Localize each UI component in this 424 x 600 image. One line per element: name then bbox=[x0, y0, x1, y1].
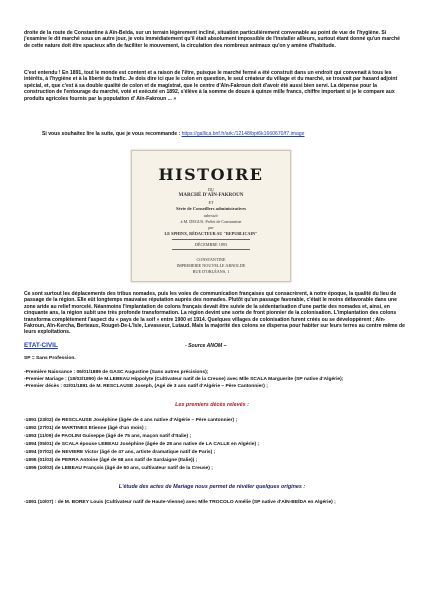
deces-item: -1895 (10/03) de LEBEAU François (âgé de 60 ans, cultivateur natif de la Creuse) ; bbox=[24, 466, 213, 471]
book-rule-2 bbox=[172, 249, 250, 250]
deces-item: -1891 (23/02) de RESCLAUSE Joséphine (âgée de 4 ans native d'Algérie – Père cantonnier) ; bbox=[24, 418, 238, 423]
book-line-12: RUE D'ORLÉANS, 1 bbox=[192, 269, 230, 274]
read-more-prefix: Si vous souhaitez lire la suite, que je vous recommande : bbox=[42, 131, 182, 137]
premiere-naissance: -Première Naissance : 06/01/1889 de GASC Augustine (Sans autres précisions); bbox=[24, 370, 209, 375]
book-line-3: ET bbox=[208, 200, 214, 205]
book-line-2: MARCHÉ D'AÏN-FAKROUN bbox=[178, 193, 244, 198]
book-line-11: IMPRIMERIE NOUVELLE ARNOLDE bbox=[176, 263, 246, 268]
deces-item: -1892 (27/01) de MARTINES Etienne (âgé d'un mois) ; bbox=[24, 426, 147, 431]
premier-deces: -Premier décès : 02/01/1891 de M. RESCLAUSE Joseph, (Agé de 3 ans natif d'Algérie – Père Cantonnier) ; bbox=[24, 384, 268, 389]
book-cover-image bbox=[131, 150, 291, 282]
paragraph-nomades: Ce sont surtout les déplacements des tribus nomades, puis les voies de communication françaises qui consacrèrent, à notre époque, la qualité du lieu de passage de la région. Elle eût longtemps mauvaise réputation auprès des nomades. Plutôt qu'un passage favorable, c'était le moins défavorable dans une zone aride au relief morcelé. Néanmoins l'implantation de colons français devait être suivie de la sédentarisation d'une partie des nomades et, ainsi, en cinquante ans, la région subit une très profonde transformation. La région devint une sorte de front pionnier de la colonisation. L'implantation des colons transforma complètement l'aspect du « pays de la soif » entre 1900 et 1914. Quelques villages de colonisation furent créés ou se développèrent ; Aïn-Fakroun, Aïn-Kercha, Berteaux, Rouget-De-L'Isle, Levasseur, Lutaud. Mais la majorité des colons se dispersa pour habiter sur leurs terres au centre même de leurs exploitations. bbox=[24, 291, 405, 336]
book-line-9: DÉCEMBRE 1893 bbox=[194, 242, 228, 247]
etat-civil-heading: ETAT-CIVIL bbox=[24, 342, 58, 349]
book-line-8: LE SPHINX, RÉDACTEUR AU "REPUBLICAIN" bbox=[164, 231, 258, 236]
book-rule-1 bbox=[172, 239, 250, 240]
source-label: - Source ANOM – bbox=[185, 343, 227, 349]
book-line-4: Série de Conseillers administratives bbox=[175, 206, 247, 211]
premier-mariage: -Premier Mariage : (18/03/1890) de M.LEBEAU Hippolyte (Cultivateur natif de la Creuse) avec Mlle SCALA Marguerite (SP native d'Algérie); bbox=[24, 377, 344, 382]
intro-paragraph: droite de la route de Constantine à Aïn-Beïda, sur un terrain légèrement incliné, situation particulièrement convenable au point de vue de l'hygiène. Si j'examine le dit marché sous un autre jour, je vois immédiatement qu'il était absolument impossible de l'installer ailleurs, surtout étant donné qu'un marché de cette nature doit être spacieux afin de faciliter le mouvement, la circulation des nombreux animaux qu'on y amène d'habitude. bbox=[24, 30, 400, 49]
book-line-10: CONSTANTINE bbox=[196, 257, 226, 262]
deces-heading: Les premiers décès relevés : bbox=[175, 402, 249, 408]
gallica-link[interactable]: https://gallica.bnf.fr/ark:/12148/bpt6k1660670/f7.image bbox=[181, 131, 305, 137]
book-line-7: par bbox=[208, 225, 214, 230]
read-more-line bbox=[42, 131, 402, 137]
book-line-6: à M. DEGUS, Préfet de Constantine bbox=[180, 219, 242, 224]
mariage-heading: L'étude des actes de Mariage nous permet de révéler quelques origines : bbox=[118, 484, 306, 490]
mariage-item: -1891 (10/07) : de M. BOREY Louis (Cultivateur natif de Haute-Vienne) avec Mlle TROCOLO Amélie (SP native d'AÏN-BEÏDA en Algérie) ; bbox=[24, 500, 336, 505]
book-title: HISTOIRE bbox=[158, 165, 264, 184]
book-line-1: DU bbox=[207, 187, 215, 192]
paragraph-1891: C'est entendu ! En 1891, tout le monde est content et a raison de l'être, puisque le marché fermé a été construit dans un endroit qui convenait à tous les intérêts, à l'hygiène et à la liberté du trafic. Je dois dire ici que le colon en question, le seul créateur du village et du marché, se trouvait par hasard adjoint spécial, et, que c'est à sa double qualité de colon et de magistrat, que le centre d'Aïn-Fakroun doit d'avoir été aussi bien servi. La dépense pour la construction de l'entourage du marché, voté et exécuté en 1892, s'élève à la somme de douze à quinze mille francs, chiffre important si je le compare aux produits agricoles fournis par la population d' Aïn-Fakroun ... » bbox=[24, 70, 398, 102]
deces-item: -1893 (11/09) de PAOLINI Guiseppe (âgé de 75 ans, maçon natif d'Italie) ; bbox=[24, 434, 192, 439]
deces-item: -1894 (07/02) de NEVIERE Victor (âgé de 47 ans, artiste dramatique natif de Paris) ; bbox=[24, 450, 216, 455]
book-line-5: adressée bbox=[203, 213, 219, 218]
deces-item: -1894 (05/01) de SCALA épouse LEBEAU Joséphine (âgée de 28 ans native de LA CALLE en Algérie) ; bbox=[24, 442, 260, 447]
sp-note: SP = Sans Profession. bbox=[24, 356, 76, 361]
deces-item: -1895 (01/03) de PERRA Antoine (âgé de 68 ans natif de Sardaigne (Italie)) ; bbox=[24, 458, 198, 463]
